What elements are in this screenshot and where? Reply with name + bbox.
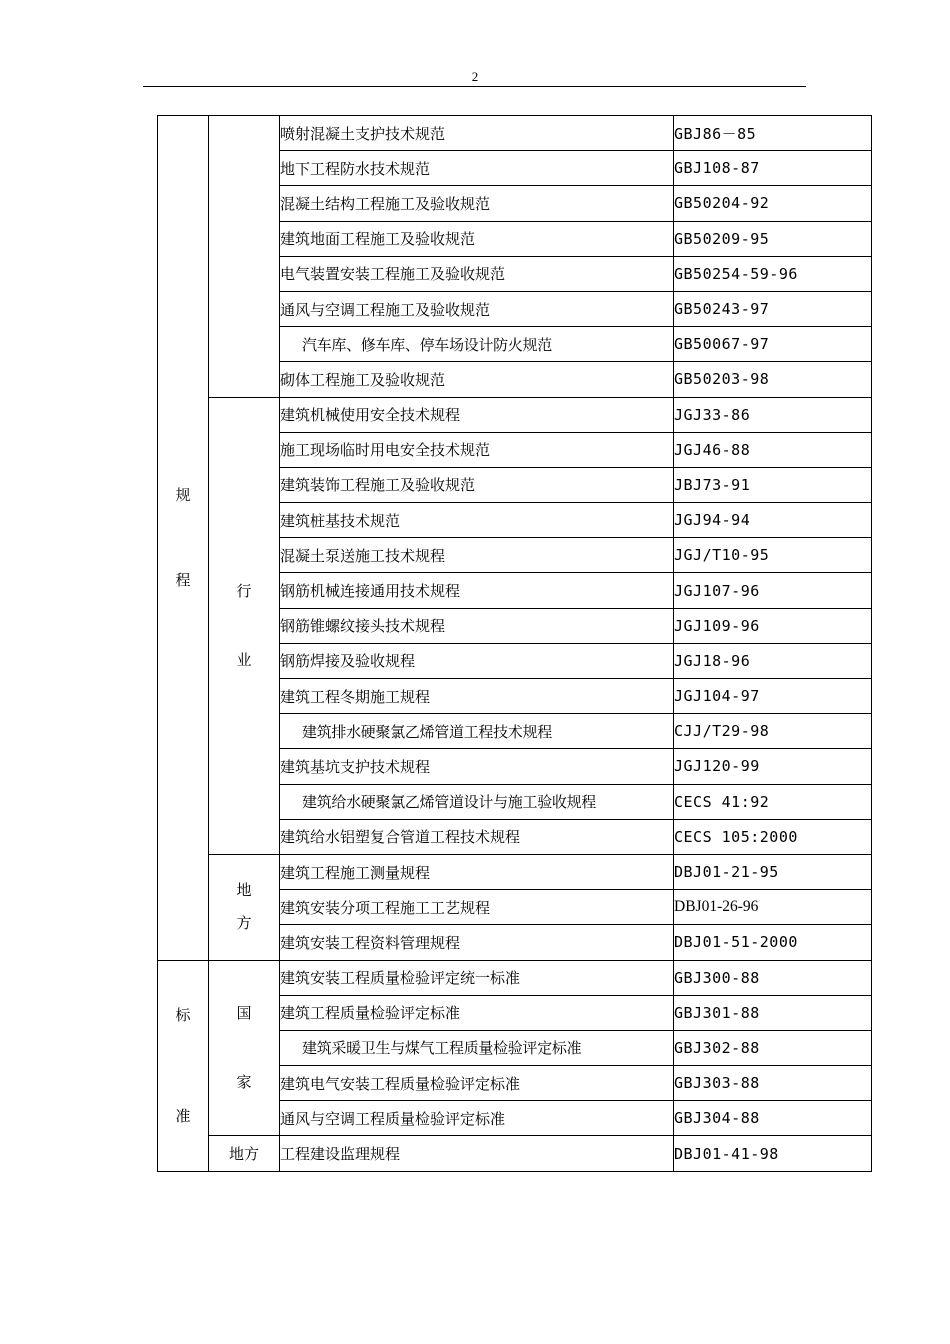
standard-name: 汽车库、修车库、停车场设计防火规范 xyxy=(280,327,674,362)
standard-name: 建筑地面工程施工及验收规范 xyxy=(280,221,674,256)
standard-name: 电气装置安装工程施工及验收规范 xyxy=(280,256,674,291)
standard-code: GB50243-97 xyxy=(674,291,872,326)
category-char: 规 xyxy=(175,485,191,504)
table-row xyxy=(158,397,872,432)
table-row xyxy=(158,1136,872,1171)
standard-name: 建筑给水硬聚氯乙烯管道设计与施工验收规程 xyxy=(280,784,674,819)
subcategory-char: 国 xyxy=(236,1003,252,1022)
standard-name: 建筑机械使用安全技术规程 xyxy=(280,397,674,432)
standard-code: JGJ94-94 xyxy=(674,503,872,538)
standard-name: 建筑排水硬聚氯乙烯管道工程技术规程 xyxy=(280,714,674,749)
standard-name: 建筑给水铝塑复合管道工程技术规程 xyxy=(280,819,674,854)
standard-name: 建筑工程冬期施工规程 xyxy=(280,679,674,714)
standard-code: JGJ46-88 xyxy=(674,432,872,467)
standard-name: 建筑安装分项工程施工工艺规程 xyxy=(280,890,674,925)
standard-name: 钢筋锥螺纹接头技术规程 xyxy=(280,608,674,643)
standard-name: 建筑采暖卫生与煤气工程质量检验评定标准 xyxy=(280,1030,674,1065)
standard-code: GBJ108-87 xyxy=(674,151,872,186)
standard-code: DBJ01-51-2000 xyxy=(674,925,872,960)
standard-name: 建筑基坑支护技术规程 xyxy=(280,749,674,784)
standard-code: JGJ/T10-95 xyxy=(674,538,872,573)
standard-code: GBJ86－85 xyxy=(674,116,872,151)
subcategory-guojia xyxy=(209,960,280,1136)
subcategory-char: 地 xyxy=(236,881,252,900)
standard-code: JGJ18-96 xyxy=(674,643,872,678)
standard-code: GB50209-95 xyxy=(674,221,872,256)
standard-name: 混凝土结构工程施工及验收规范 xyxy=(280,186,674,221)
standard-name: 通风与空调工程施工及验收规范 xyxy=(280,291,674,326)
standard-code: DBJ01-41-98 xyxy=(674,1136,872,1171)
standard-code: GB50204-92 xyxy=(674,186,872,221)
category-char: 标 xyxy=(175,1005,191,1024)
standard-code: GB50254-59-96 xyxy=(674,256,872,291)
standard-name: 施工现场临时用电安全技术规范 xyxy=(280,432,674,467)
standards-table xyxy=(157,115,872,1172)
page-number: 2 xyxy=(471,69,479,84)
standard-name: 钢筋焊接及验收规程 xyxy=(280,643,674,678)
standard-code: CECS 105:2000 xyxy=(674,819,872,854)
subcategory-char: 行 xyxy=(236,581,252,600)
subcategory-char: 家 xyxy=(236,1072,252,1091)
standard-code: GBJ303-88 xyxy=(674,1066,872,1101)
category-biaozhun xyxy=(158,960,209,1171)
standard-name: 钢筋机械连接通用技术规程 xyxy=(280,573,674,608)
standard-name: 建筑桩基技术规范 xyxy=(280,503,674,538)
standard-name: 地下工程防水技术规范 xyxy=(280,151,674,186)
standard-name: 建筑工程施工测量规程 xyxy=(280,854,674,889)
standard-code: JGJ109-96 xyxy=(674,608,872,643)
table-row xyxy=(158,116,872,151)
standard-code: DBJ01-26-96 xyxy=(674,890,872,925)
subcategory-char: 方 xyxy=(236,914,252,933)
standard-name: 工程建设监理规程 xyxy=(280,1136,674,1171)
category-char: 程 xyxy=(175,570,191,589)
standard-code: GBJ302-88 xyxy=(674,1030,872,1065)
standard-name: 建筑安装工程资料管理规程 xyxy=(280,925,674,960)
standard-name: 建筑安装工程质量检验评定统一标准 xyxy=(280,960,674,995)
standard-code: JGJ107-96 xyxy=(674,573,872,608)
table-row xyxy=(158,854,872,889)
standard-name: 砌体工程施工及验收规范 xyxy=(280,362,674,397)
header-rule xyxy=(143,86,806,87)
standard-code: GBJ301-88 xyxy=(674,995,872,1030)
subcategory-char: 业 xyxy=(236,650,252,669)
standard-code: JGJ33-86 xyxy=(674,397,872,432)
standard-code: JGJ120-99 xyxy=(674,749,872,784)
standard-name: 通风与空调工程质量检验评定标准 xyxy=(280,1101,674,1136)
subcategory-difang-standard: 地方 xyxy=(209,1136,280,1171)
standard-code: GBJ304-88 xyxy=(674,1101,872,1136)
standard-code: GB50067-97 xyxy=(674,327,872,362)
standard-name: 混凝土泵送施工技术规程 xyxy=(280,538,674,573)
standard-name: 建筑电气安装工程质量检验评定标准 xyxy=(280,1066,674,1101)
standard-code: CJJ/T29-98 xyxy=(674,714,872,749)
subcategory-blank xyxy=(209,116,280,398)
standard-name: 建筑装饰工程施工及验收规范 xyxy=(280,467,674,502)
standard-code: GB50203-98 xyxy=(674,362,872,397)
standard-code: CECS 41:92 xyxy=(674,784,872,819)
standard-code: DBJ01-21-95 xyxy=(674,854,872,889)
subcategory-hangye xyxy=(209,397,280,854)
category-guicheng xyxy=(158,116,209,961)
table-row xyxy=(158,960,872,995)
subcategory-difang xyxy=(209,854,280,960)
standard-name: 喷射混凝土支护技术规范 xyxy=(280,116,674,151)
standard-code: GBJ300-88 xyxy=(674,960,872,995)
category-char: 准 xyxy=(175,1106,191,1125)
standard-name: 建筑工程质量检验评定标准 xyxy=(280,995,674,1030)
standard-code: JBJ73-91 xyxy=(674,467,872,502)
standard-code: JGJ104-97 xyxy=(674,679,872,714)
